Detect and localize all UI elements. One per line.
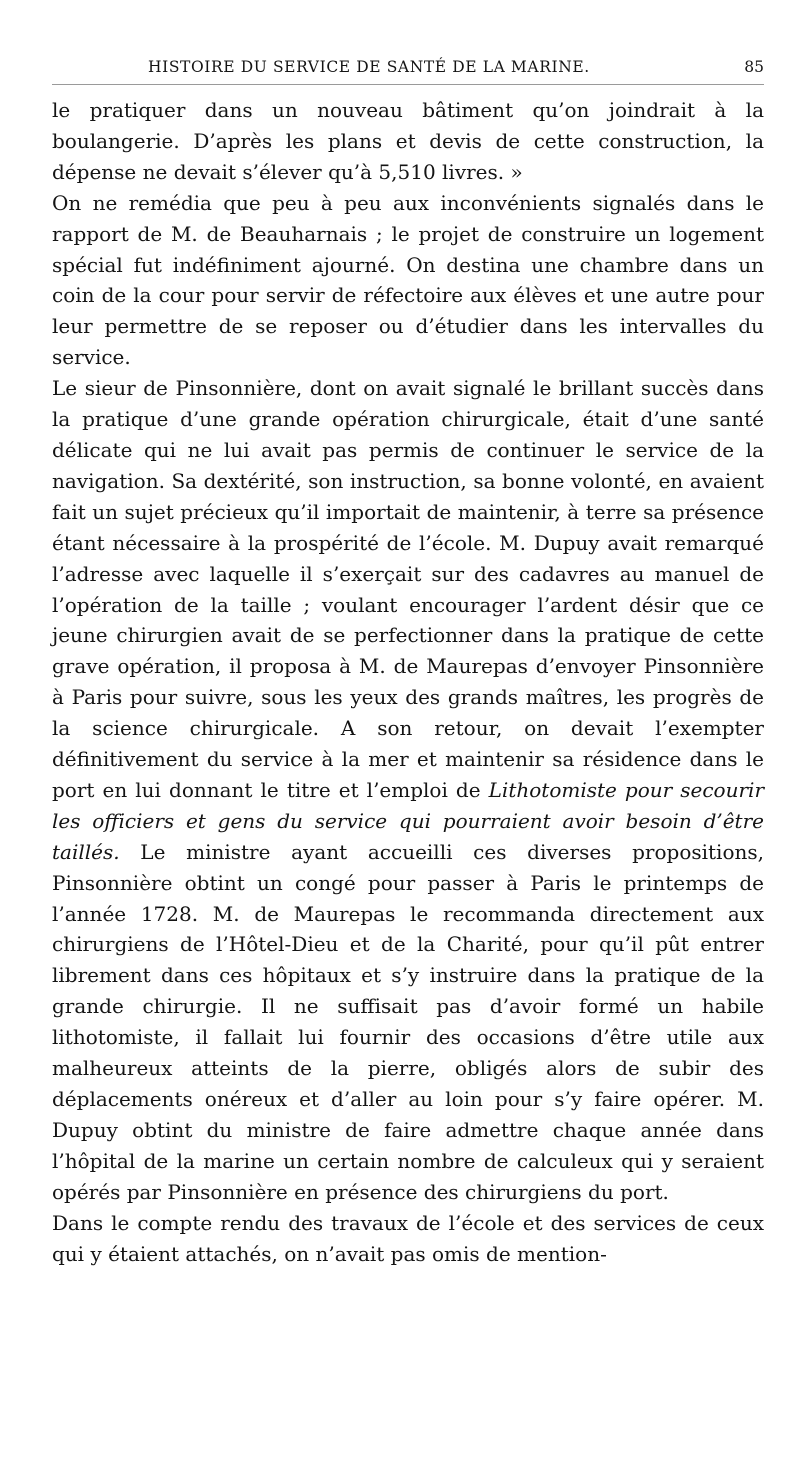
paragraph-3-text-b: Le ministre ayant accueilli ces diverses propositions, Pinsonnière obtint un congé pour passer à Paris le printemps de l’année 1728. M. de Maurepas le recommanda directement aux chirurgiens de l’Hôtel-Dieu et de la Charité, pour qu’il pût entrer librement dans ces hôpitaux et s’y instruire dans la pratique de la grande chirurgie. Il ne suffisait pas d’avoir formé un habile lithotomiste, il fallait lui fournir des occasions d’être utile aux malheureux atteints de la pierre, obligés alors de subir des déplacements onéreux et d’aller au loin pour s’y faire opérer. M. Dupuy obtint du ministre de faire admettre chaque année dans l’hôpital de la marine un certain nombre de calculeux qui y seraient opérés par Pinsonnière en présence des chirurgiens du port. xyxy=(52,839,764,1204)
paragraph-3 xyxy=(52,373,764,1207)
paragraph-3-text-a: Le sieur de Pinsonnière, dont on avait signalé le brillant succès dans la pratique d’une grande opération chirurgicale, était d’une santé délicate qui ne lui avait pas permis de continuer le service de la navigation. Sa dextérité, son instruction, sa bonne volonté, en avaient fait un sujet précieux qu’il importait de maintenir, à terre sa présence étant nécessaire à la prospérité de l’école. M. Dupuy avait remarqué l’adresse avec laquelle il s’exerçait sur des cadavres au manuel de l’opération de la taille ; voulant encourager l’ardent désir que ce jeune chirurgien avait de se perfectionner dans la pratique de cette grave opération, il proposa à M. de Maurepas d’envoyer Pinsonnière à Paris pour suivre, sous les yeux des grands maîtres, les progrès de la science chirurgicale. A son retour, on devait l’exempter définitivement du service à la mer et maintenir sa résidence dans le port en lui donnant le titre et l’emploi de xyxy=(52,376,764,802)
running-title: HISTOIRE DU SERVICE DE SANTÉ DE LA MARINE. xyxy=(148,58,590,76)
book-page xyxy=(52,54,764,1269)
paragraph-4: Dans le compte rendu des travaux de l’école et des services de ceux qui y étaient attachés, on n’avait pas omis de mention- xyxy=(52,1210,764,1266)
paragraph-3-italic-title: Lithotomiste pour secourir les officiers et gens du service qui pourraient avoir besoin d’être taillés. xyxy=(52,777,764,864)
page-number: 85 xyxy=(744,58,764,76)
paragraph-2: On ne remédia que peu à peu aux inconvénients signalés dans le rapport de M. de Beauharnais ; le projet de construire un logement spécial fut indéfiniment ajourné. On destina une chambre dans un coin de la cour pour servir de réfectoire aux élèves et une autre pour leur permettre de se reposer ou d’étudier dans les intervalles du service. xyxy=(52,190,764,370)
paragraph-1: le pratiquer dans un nouveau bâtiment qu’on joindrait à la boulangerie. D’après les plans et devis de cette construction, la dépense ne devait s’élever qu’à 5,510 livres. » xyxy=(52,98,764,184)
running-head xyxy=(52,54,764,85)
